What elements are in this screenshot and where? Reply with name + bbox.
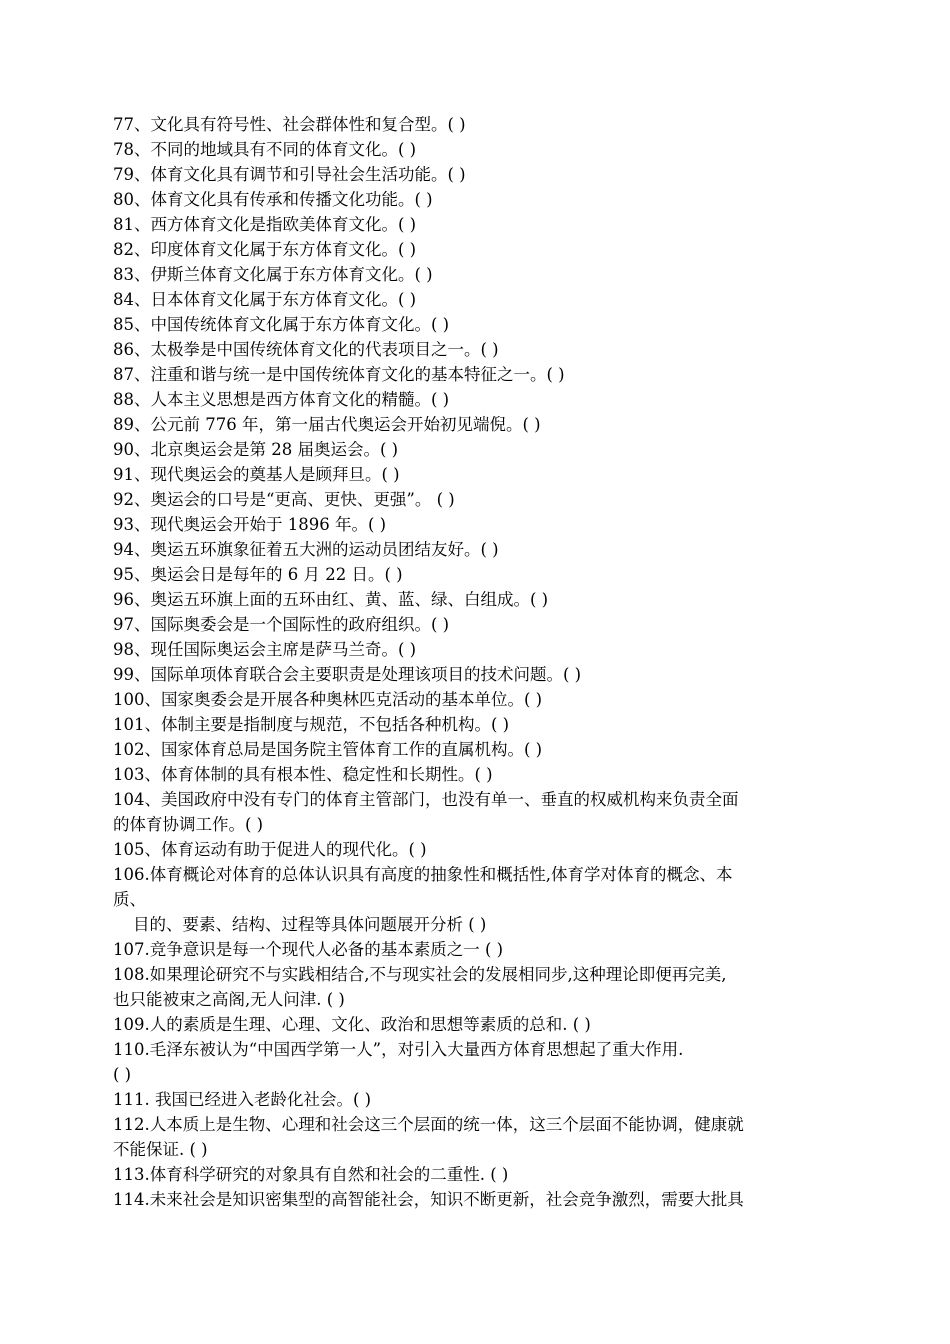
- question-86: 86、太极拳是中国传统体育文化的代表项目之一。( ): [113, 340, 499, 359]
- question-106: 106.体育概论对体育的总体认识具有高度的抽象性和概括性,体育学对体育的概念、本: [113, 865, 733, 884]
- question-108: 108.如果理论研究不与实践相结合,不与现实社会的发展相同步,这种理论即便再完美,: [113, 965, 727, 984]
- question-106-cont2: 目的、要素、结构、过程等具体问题展开分析 ( ): [133, 915, 487, 934]
- question-90: 90、北京奥运会是第 28 届奥运会。( ): [113, 440, 399, 459]
- question-94: 94、奥运五环旗象征着五大洲的运动员团结友好。( ): [113, 540, 499, 559]
- question-85: 85、中国传统体育文化属于东方体育文化。( ): [113, 315, 450, 334]
- question-113: 113.体育科学研究的对象具有自然和社会的二重性. ( ): [113, 1165, 509, 1184]
- question-88: 88、人本主义思想是西方体育文化的精髓。( ): [113, 390, 450, 409]
- question-111: 111. 我国已经进入老龄化社会。( ): [113, 1090, 372, 1109]
- question-110-cont: ( ): [113, 1065, 132, 1084]
- question-112-cont: 不能保证. ( ): [113, 1140, 208, 1159]
- question-81: 81、西方体育文化是指欧美体育文化。( ): [113, 215, 417, 234]
- question-98: 98、现任国际奥运会主席是萨马兰奇。( ): [113, 640, 417, 659]
- question-77: 77、文化具有符号性、社会群体性和复合型。( ): [113, 115, 466, 134]
- question-114: 114.未来社会是知识密集型的高智能社会，知识不断更新，社会竞争激烈，需要大批具: [113, 1190, 744, 1209]
- question-96: 96、奥运五环旗上面的五环由红、黄、蓝、绿、白组成。( ): [113, 590, 549, 609]
- question-104-cont: 的体育协调工作。( ): [113, 815, 264, 834]
- question-102: 102、国家体育总局是国务院主管体育工作的直属机构。( ): [113, 740, 543, 759]
- question-91: 91、现代奥运会的奠基人是顾拜旦。( ): [113, 465, 400, 484]
- question-106-cont: 质、: [113, 890, 146, 909]
- question-92: 92、奥运会的口号是“更高、更快、更强”。 ( ): [113, 490, 455, 509]
- question-80: 80、体育文化具有传承和传播文化功能。( ): [113, 190, 433, 209]
- question-95: 95、奥运会日是每年的 6 月 22 日。( ): [113, 565, 403, 584]
- question-84: 84、日本体育文化属于东方体育文化。( ): [113, 290, 417, 309]
- question-89: 89、公元前 776 年，第一届古代奥运会开始初见端倪。( ): [113, 415, 541, 434]
- question-110: 110.毛泽东被认为“中国西学第一人”，对引入大量西方体育思想起了重大作用.: [113, 1040, 684, 1059]
- question-103: 103、体育体制的具有根本性、稳定性和长期性。( ): [113, 765, 493, 784]
- question-list: [113, 112, 838, 1212]
- question-93: 93、现代奥运会开始于 1896 年。( ): [113, 515, 387, 534]
- question-104: 104、美国政府中没有专门的体育主管部门，也没有单一、垂直的权威机构来负责全面: [113, 790, 739, 809]
- question-78: 78、不同的地域具有不同的体育文化。( ): [113, 140, 417, 159]
- question-112: 112.人本质上是生物、心理和社会这三个层面的统一体，这三个层面不能协调，健康就: [113, 1115, 744, 1134]
- question-105: 105、体育运动有助于促进人的现代化。( ): [113, 840, 427, 859]
- question-79: 79、体育文化具有调节和引导社会生活功能。( ): [113, 165, 466, 184]
- question-108-cont: 也只能被束之高阁,无人问津. ( ): [113, 990, 345, 1009]
- question-97: 97、国际奥委会是一个国际性的政府组织。( ): [113, 615, 450, 634]
- question-82: 82、印度体育文化属于东方体育文化。( ): [113, 240, 417, 259]
- question-107: 107.竞争意识是每一个现代人必备的基本素质之一 ( ): [113, 940, 504, 959]
- question-109: 109.人的素质是生理、心理、文化、政治和思想等素质的总和. ( ): [113, 1015, 591, 1034]
- question-99: 99、国际单项体育联合会主要职责是处理该项目的技术问题。( ): [113, 665, 582, 684]
- question-100: 100、国家奥委会是开展各种奥林匹克活动的基本单位。( ): [113, 690, 543, 709]
- question-87: 87、注重和谐与统一是中国传统体育文化的基本特征之一。( ): [113, 365, 565, 384]
- question-83: 83、伊斯兰体育文化属于东方体育文化。( ): [113, 265, 433, 284]
- question-101: 101、体制主要是指制度与规范，不包括各种机构。( ): [113, 715, 510, 734]
